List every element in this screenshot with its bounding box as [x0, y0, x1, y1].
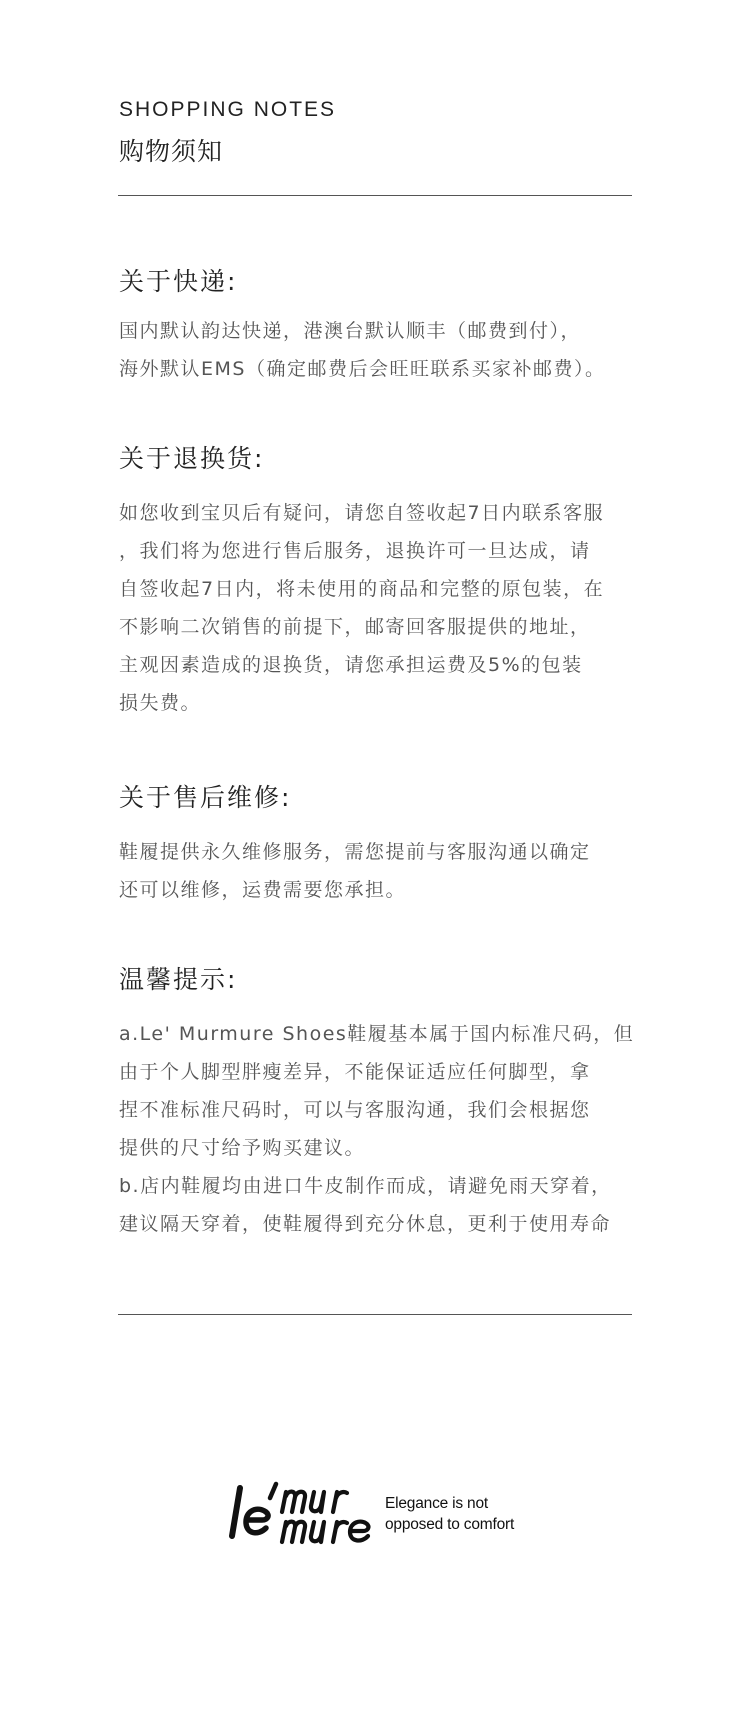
- section-heading: 温馨提示:: [119, 965, 238, 994]
- body-line: 由于个人脚型胖瘦差异，不能保证适应任何脚型，拿: [119, 1061, 591, 1083]
- section-returns: [119, 439, 639, 722]
- brand-tagline: [385, 1493, 514, 1535]
- body-line: ，我们将为您进行售后服务，退换许可一旦达成，请: [119, 540, 591, 562]
- page-title-en: SHOPPING NOTES: [119, 98, 337, 121]
- body-line: 主观因素造成的退换货，请您承担运费及5%的包装: [119, 654, 583, 676]
- section-heading: 关于售后维修:: [119, 783, 292, 812]
- section-body: [119, 312, 639, 388]
- body-line: 捏不准标准尺码时，可以与客服沟通，我们会根据您: [119, 1099, 591, 1121]
- body-line: 国内默认韵达快递，港澳台默认顺丰（邮费到付），: [119, 320, 582, 342]
- section-body: [119, 833, 639, 909]
- tagline-line: Elegance is not: [385, 1495, 488, 1512]
- body-line: 提供的尺寸给予购买建议。: [119, 1137, 366, 1159]
- lemurmure-logo-mark: [228, 1470, 388, 1560]
- section-repair: [119, 778, 639, 909]
- page-title-cn: 购物须知: [119, 137, 224, 166]
- section-heading: 关于退换货:: [119, 444, 265, 473]
- tagline-line: opposed to comfort: [385, 1516, 515, 1533]
- body-line: 不影响二次销售的前提下，邮寄回客服提供的地址，: [119, 616, 591, 638]
- body-line: 自签收起7日内，将未使用的商品和完整的原包装，在: [119, 578, 605, 600]
- body-line: 鞋履提供永久维修服务，需您提前与客服沟通以确定: [119, 841, 591, 863]
- bottom-divider: [118, 1314, 632, 1315]
- body-line: 建议隔天穿着，使鞋履得到充分休息，更利于使用寿命: [119, 1213, 612, 1235]
- section-body: [119, 1015, 639, 1243]
- section-tips: [119, 960, 639, 1243]
- body-line: 损失费。: [119, 692, 202, 714]
- section-heading: 关于快递:: [119, 267, 238, 296]
- section-express: [119, 262, 639, 388]
- body-line: b.店内鞋履均由进口牛皮制作而成，请避免雨天穿着，: [119, 1175, 612, 1197]
- body-line: 如您收到宝贝后有疑问，请您自签收起7日内联系客服: [119, 502, 605, 524]
- body-line: a.Le' Murmure Shoes鞋履基本属于国内标准尺码，但: [119, 1023, 635, 1045]
- top-divider: [118, 195, 632, 196]
- body-line: 还可以维修，运费需要您承担。: [119, 879, 407, 901]
- body-line: 海外默认EMS（确定邮费后会旺旺联系买家补邮费）。: [119, 358, 606, 380]
- section-body: [119, 494, 639, 722]
